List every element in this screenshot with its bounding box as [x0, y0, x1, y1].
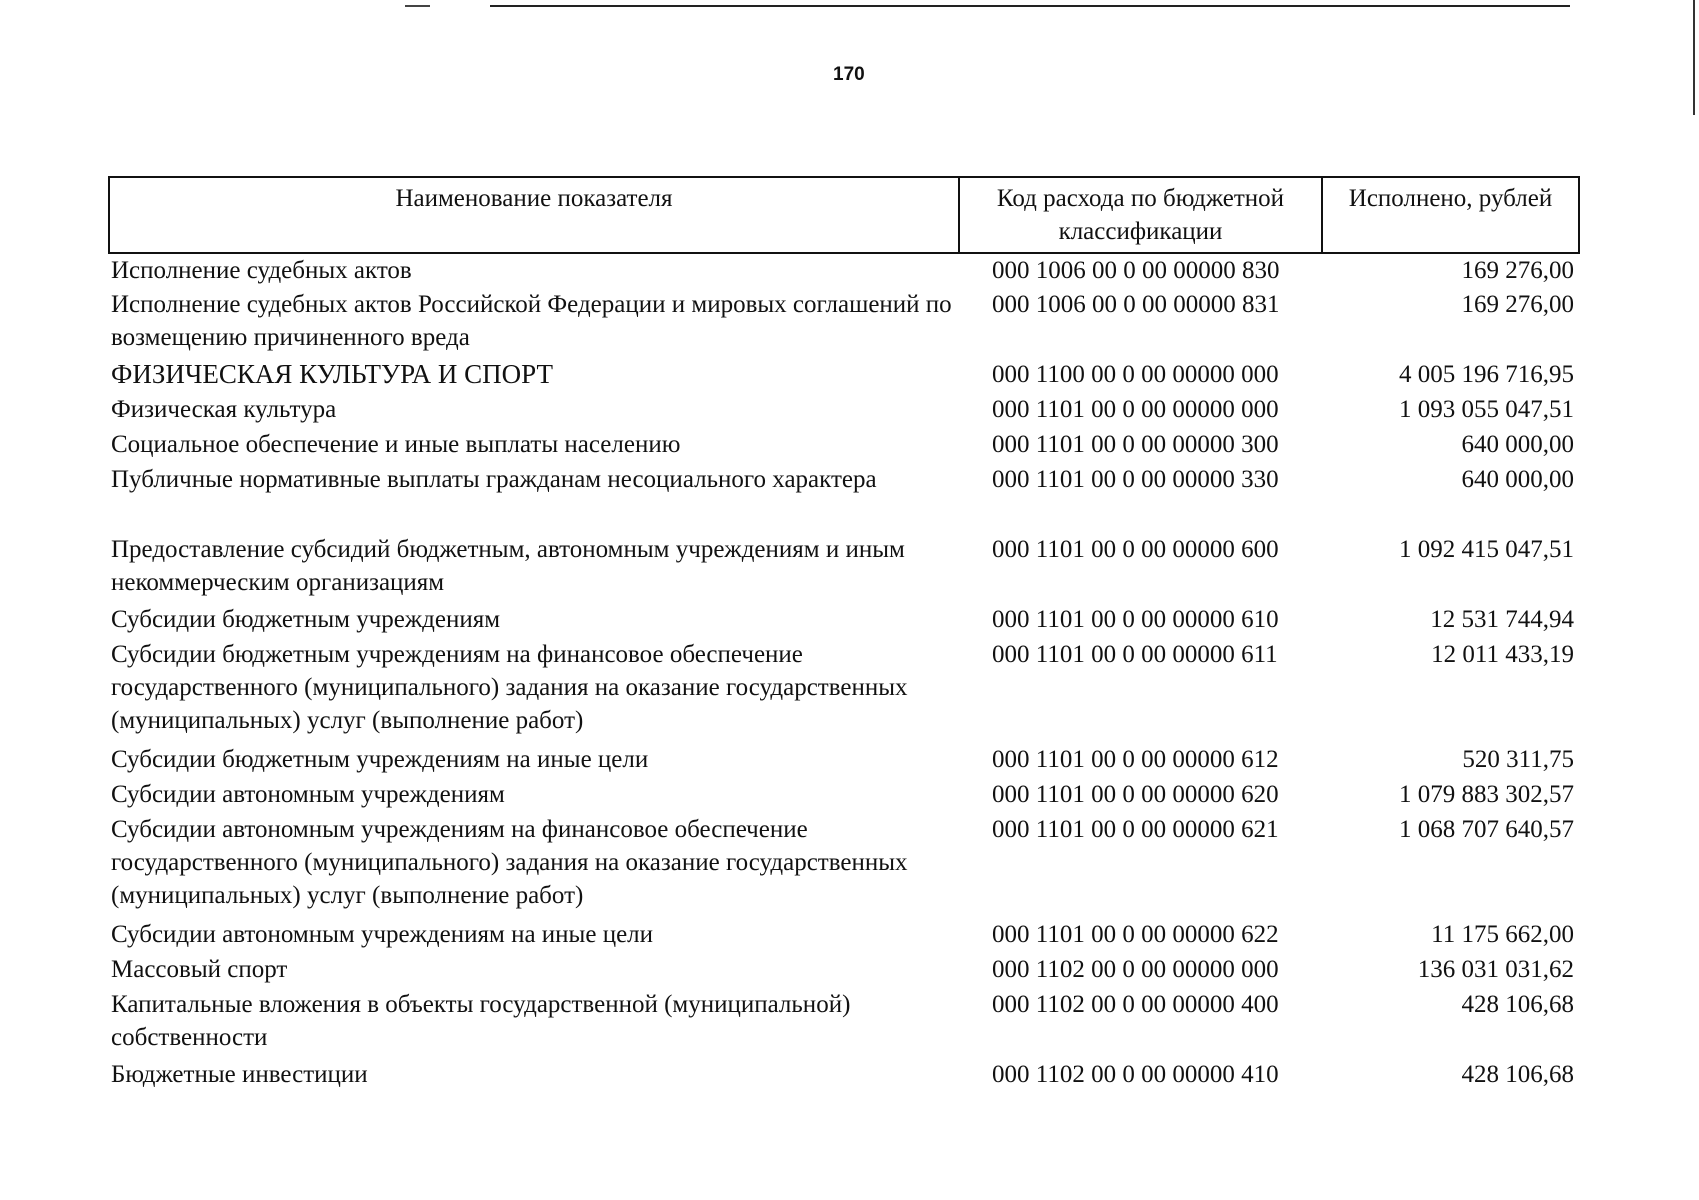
table-row — [108, 288, 1580, 358]
header-name: Наименование показателя — [110, 178, 960, 252]
table-row — [108, 953, 1580, 988]
page-edge-mark — [1693, 0, 1695, 115]
row-name: Субсидии автономным учреждениям на иные цели — [111, 921, 654, 948]
row-name: Физическая культура — [111, 396, 337, 423]
table-row — [108, 393, 1580, 428]
row-code: 000 1006 00 0 00 00000 830 — [992, 257, 1280, 284]
row-name: Социальное обеспечение и иные выплаты населению — [111, 431, 681, 458]
table-row — [108, 533, 1580, 603]
top-rule — [490, 5, 1570, 7]
row-name: Субсидии автономным учреждениям на финансовое обеспечение государственного (муниципального) задания на оказание государственных (муниципальных) услуг (выполнение работ) — [111, 816, 908, 909]
row-code: 000 1101 00 0 00 00000 612 — [992, 746, 1279, 773]
row-amount: 640 000,00 — [1461, 431, 1574, 458]
row-name: ФИЗИЧЕСКАЯ КУЛЬТУРА И СПОРТ — [111, 359, 554, 389]
row-amount: 11 175 662,00 — [1431, 921, 1574, 948]
table-row — [108, 1058, 1580, 1093]
table-row — [108, 638, 1580, 743]
table-row — [108, 988, 1580, 1058]
row-name: Субсидии бюджетным учреждениям на финансовое обеспечение государственного (муниципального) задания на оказание государственных (муниципальных) услуг (выполнение работ) — [111, 641, 908, 734]
row-amount: 169 276,00 — [1461, 257, 1574, 284]
table-row — [108, 254, 1580, 288]
row-code: 000 1101 00 0 00 00000 621 — [992, 816, 1279, 843]
table-header — [108, 176, 1580, 254]
row-code: 000 1101 00 0 00 00000 622 — [992, 921, 1279, 948]
table-row — [108, 813, 1580, 918]
row-amount: 1 093 055 047,51 — [1399, 396, 1574, 423]
header-code: Код расхода по бюджетной классификации — [960, 178, 1323, 252]
row-code: 000 1101 00 0 00 00000 610 — [992, 606, 1279, 633]
row-amount: 12 531 744,94 — [1430, 606, 1574, 633]
row-code: 000 1006 00 0 00 00000 831 — [992, 291, 1280, 318]
header-amount: Исполнено, рублей — [1348, 185, 1553, 212]
row-code: 000 1101 00 0 00 00000 000 — [992, 396, 1279, 423]
row-amount: 428 106,68 — [1461, 1061, 1574, 1088]
table-row — [108, 778, 1580, 813]
budget-table — [108, 176, 1580, 1093]
row-name: Исполнение судебных актов — [111, 257, 412, 284]
row-code: 000 1102 00 0 00 00000 000 — [992, 956, 1279, 983]
row-name: Субсидии автономным учреждениям — [111, 781, 505, 808]
row-amount: 520 311,75 — [1462, 746, 1574, 773]
row-code: 000 1101 00 0 00 00000 620 — [992, 781, 1279, 808]
row-name: Публичные нормативные выплаты гражданам несоциального характера — [111, 466, 877, 493]
row-code: 000 1100 00 0 00 00000 000 — [992, 361, 1279, 388]
row-name: Бюджетные инвестиции — [111, 1061, 368, 1088]
row-amount: 428 106,68 — [1461, 991, 1574, 1018]
row-name: Исполнение судебных актов Российской Федерации и мировых соглашений по возмещению причиненного вреда — [111, 291, 952, 351]
row-code: 000 1101 00 0 00 00000 300 — [992, 431, 1279, 458]
row-code: 000 1102 00 0 00 00000 410 — [992, 1061, 1279, 1088]
row-amount: 169 276,00 — [1461, 291, 1574, 318]
row-name: Предоставление субсидий бюджетным, автономным учреждениям и иным некоммерческим организациям — [111, 536, 905, 596]
row-name: Субсидии бюджетным учреждениям на иные цели — [111, 746, 649, 773]
row-code: 000 1101 00 0 00 00000 330 — [992, 466, 1279, 493]
table-row — [108, 603, 1580, 638]
row-amount: 1 068 707 640,57 — [1399, 816, 1574, 843]
row-amount: 640 000,00 — [1461, 466, 1574, 493]
table-row — [108, 463, 1580, 533]
row-amount: 1 079 883 302,57 — [1399, 781, 1574, 808]
page-number: 170 — [833, 64, 865, 85]
row-name: Массовый спорт — [111, 956, 288, 983]
row-amount: 12 011 433,19 — [1431, 641, 1574, 668]
row-name: Капитальные вложения в объекты государственной (муниципальной) собственности — [111, 991, 851, 1051]
table-row — [108, 743, 1580, 778]
table-row — [108, 358, 1580, 393]
top-rule-fragment — [405, 5, 430, 7]
row-code: 000 1101 00 0 00 00000 600 — [992, 536, 1279, 563]
row-amount: 136 031 031,62 — [1417, 956, 1574, 983]
table-row — [108, 428, 1580, 463]
row-code: 000 1101 00 0 00 00000 611 — [992, 641, 1278, 668]
table-row — [108, 918, 1580, 953]
row-code: 000 1102 00 0 00 00000 400 — [992, 991, 1279, 1018]
row-amount: 1 092 415 047,51 — [1399, 536, 1574, 563]
row-name: Субсидии бюджетным учреждениям — [111, 606, 501, 633]
row-amount: 4 005 196 716,95 — [1399, 361, 1574, 388]
